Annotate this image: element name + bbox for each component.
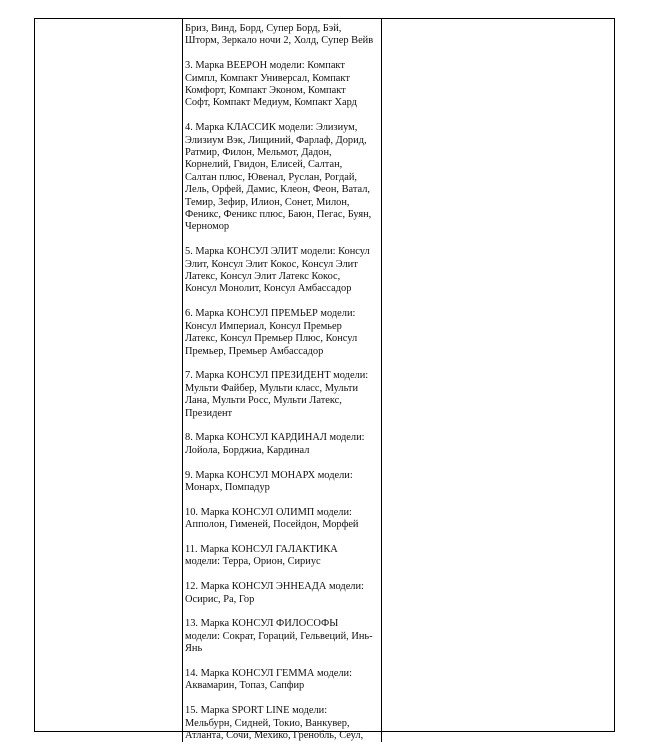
list-item: 11. Марка КОНСУЛ ГАЛАКТИКА модели: Терра, Орион, Сириус bbox=[185, 543, 338, 568]
list-item: 5. Марка КОНСУЛ ЭЛИТ модели: Консул Элит, Консул Элит Кокос, Консул Элит Латекс, Консул Элит Латекс Кокос, Консул Монолит, Консул Амбассадор bbox=[185, 246, 370, 295]
list-item: 3. Марка ВЕЕРОН модели: Компакт Симпл, Компакт Универсал, Компакт Комфорт, Компакт Эконом, Компакт Софт, Компакт Медиум, Компакт Хард bbox=[185, 60, 357, 109]
list-item: 8. Марка КОНСУЛ КАРДИНАЛ модели: Лойола, Борджиа, Кардинал bbox=[185, 432, 365, 456]
list-item: 15. Марка SPORT LINE модели: Мельбурн, Сидней, Токио, Ванкувер, Атланта, Сочи, Мехико, Гренобль, Сеул, bbox=[185, 705, 364, 741]
list-item: Бриз, Винд, Борд, Супер Борд, Бэй, Шторм, Зеркало ночи 2, Холд, Супер Вейв bbox=[185, 23, 374, 47]
list-item: 4. Марка КЛАССИК модели: Элизиум, Элизиум Вэк, Лищиний, Фарлаф, Дорид, Ратмир, Филон, Мельмот, Дадон, Корнелий, Гвидон, Елисей, Салтан, Салтан плюс, Ювенал, Руслан, Рогдай, Лель, Орфей, Дамис, Клеон, Феон, Ватал, Темир, Зефир, Илион, Сонет, Милон, Феникс, Феникс плюс, Баюн, Пегас, Буян, Черномор bbox=[185, 122, 372, 233]
list-item: 6. Марка КОНСУЛ ПРЕМЬЕР модели: Консул Империал, Консул Премьер Латекс, Консул Премьер Плюс, Консул Премьер, Премьер Амбассадор bbox=[185, 308, 358, 357]
table-column-right bbox=[382, 19, 614, 742]
list-item: 13. Марка КОНСУЛ ФИЛОСОФЫ модели: Сократ, Гораций, Гельвеций, Инь- Янь bbox=[185, 618, 373, 655]
list-item: 7. Марка КОНСУЛ ПРЕЗИДЕНТ модели: Мульти Файбер, Мульти класс, Мульти Лана, Мульти Росс, Мульти Латекс, Президент bbox=[185, 370, 369, 419]
list-item: 9. Марка КОНСУЛ МОНАРХ модели: Монарх, Помпадур bbox=[185, 469, 353, 493]
table-column-left bbox=[35, 19, 183, 742]
table-column-models bbox=[183, 19, 382, 742]
list-item: 12. Марка КОНСУЛ ЭННЕАДА модели: Осирис, Ра, Гор bbox=[185, 581, 364, 605]
list-item: 14. Марка КОНСУЛ ГЕММА модели: Аквамарин, Топаз, Сапфир bbox=[185, 667, 352, 692]
document-table bbox=[34, 18, 615, 741]
list-item: 10. Марка КОНСУЛ ОЛИМП модели: Апполон, Гименей, Посейдон, Морфей bbox=[185, 506, 359, 531]
